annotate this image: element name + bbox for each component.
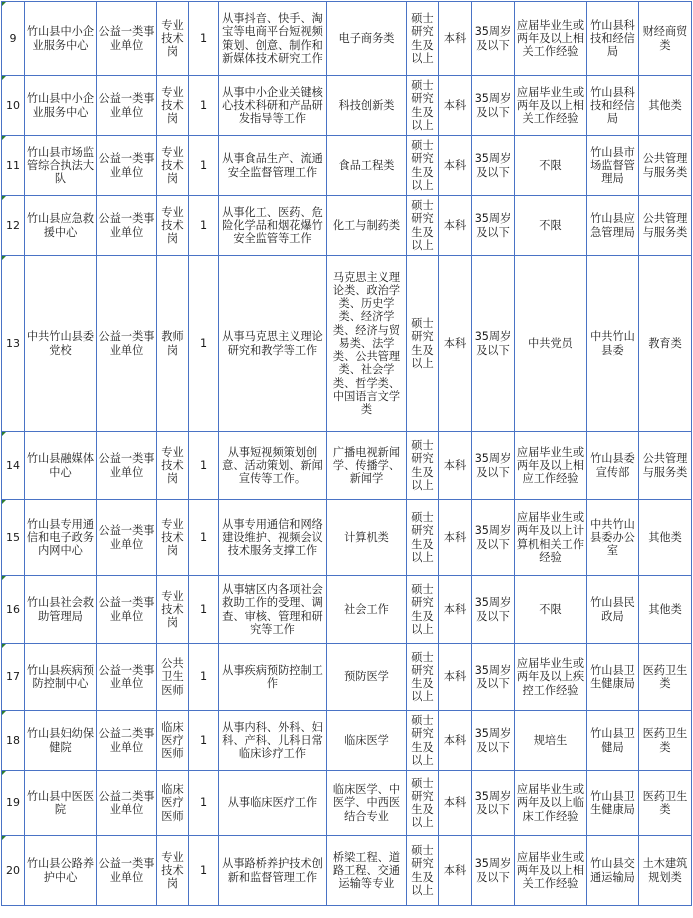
degree-requirement-cell: 本科 (439, 711, 472, 771)
education-requirement-cell: 硕士研究生及以上 (407, 2, 439, 76)
post-category-cell: 专业技术岗 (157, 576, 189, 644)
age-requirement-cell: 35周岁及以下 (472, 711, 515, 771)
other-requirement-cell: 不限 (515, 196, 587, 256)
other-requirement-cell: 应届毕业生或两年及以上相关工作经验 (515, 2, 587, 76)
post-category-cell: 专业技术岗 (157, 500, 189, 576)
age-requirement-cell: 35周岁及以下 (472, 500, 515, 576)
major-requirement-cell: 桥梁工程、道路工程、交通运输等专业 (327, 836, 407, 906)
major-requirement-cell: 化工与制药类 (327, 196, 407, 256)
job-duties-cell: 从事马克思主义理论研究和教学等工作 (219, 256, 327, 432)
exam-category-cell: 医药卫生类 (639, 771, 692, 836)
table-body (2, 2, 692, 906)
post-category-cell: 专业技术岗 (157, 136, 189, 196)
major-requirement-cell: 广播电视新闻学、传播学、新闻学 (327, 432, 407, 500)
row-number-cell: 18 (2, 711, 25, 771)
major-requirement-cell: 临床医学、中医学、中西医结合专业 (327, 771, 407, 836)
age-requirement-cell: 35周岁及以下 (472, 136, 515, 196)
age-requirement-cell: 35周岁及以下 (472, 256, 515, 432)
unit-type-cell: 公益一类事业单位 (97, 432, 157, 500)
job-duties-cell: 从事抖音、快手、淘宝等电商平台短视频策划、创意、制作和新媒体技术研究工作 (219, 2, 327, 76)
hire-count-cell: 1 (189, 196, 219, 256)
supervising-department-cell: 竹山县委宣传部 (587, 432, 639, 500)
recruiting-unit-cell: 竹山县市场监管综合执法大队 (25, 136, 97, 196)
unit-type-cell: 公益一类事业单位 (97, 836, 157, 906)
other-requirement-cell: 应届毕业生或两年及以上相关工作经验 (515, 836, 587, 906)
post-category-cell: 临床医疗医师 (157, 771, 189, 836)
table-row (2, 576, 692, 644)
row-number-cell: 15 (2, 500, 25, 576)
degree-requirement-cell: 本科 (439, 500, 472, 576)
table-row (2, 2, 692, 76)
degree-requirement-cell: 本科 (439, 136, 472, 196)
other-requirement-cell: 应届毕业生或两年及以上计算机相关工作经验 (515, 500, 587, 576)
exam-category-cell: 公共管理与服务类 (639, 196, 692, 256)
exam-category-cell: 公共管理与服务类 (639, 432, 692, 500)
hire-count-cell: 1 (189, 256, 219, 432)
table-row (2, 836, 692, 906)
post-category-cell: 临床医疗医师 (157, 711, 189, 771)
recruiting-unit-cell: 竹山县中小企业服务中心 (25, 76, 97, 136)
degree-requirement-cell: 本科 (439, 2, 472, 76)
table-row (2, 771, 692, 836)
education-requirement-cell: 硕士研究生及以上 (407, 576, 439, 644)
hire-count-cell: 1 (189, 2, 219, 76)
age-requirement-cell: 35周岁及以下 (472, 76, 515, 136)
post-category-cell: 公共卫生医师 (157, 644, 189, 711)
job-duties-cell: 从事路桥养护技术创新和监督管理工作 (219, 836, 327, 906)
row-number-cell: 14 (2, 432, 25, 500)
row-number-cell: 11 (2, 136, 25, 196)
hire-count-cell: 1 (189, 771, 219, 836)
age-requirement-cell: 35周岁及以下 (472, 576, 515, 644)
job-duties-cell: 从事食品生产、流通安全监督管理工作 (219, 136, 327, 196)
table-row (2, 196, 692, 256)
other-requirement-cell: 规培生 (515, 711, 587, 771)
supervising-department-cell: 竹山县科技和经信局 (587, 76, 639, 136)
hire-count-cell: 1 (189, 76, 219, 136)
table-row (2, 432, 692, 500)
table-row (2, 500, 692, 576)
unit-type-cell: 公益一类事业单位 (97, 256, 157, 432)
job-duties-cell: 从事中小企业关键核心技术科研和产品研发指导等工作 (219, 76, 327, 136)
hire-count-cell: 1 (189, 576, 219, 644)
education-requirement-cell: 硕士研究生及以上 (407, 644, 439, 711)
education-requirement-cell: 硕士研究生及以上 (407, 711, 439, 771)
recruiting-unit-cell: 竹山县应急救援中心 (25, 196, 97, 256)
unit-type-cell: 公益二类事业单位 (97, 771, 157, 836)
major-requirement-cell: 科技创新类 (327, 76, 407, 136)
recruiting-unit-cell: 竹山县中医医院 (25, 771, 97, 836)
job-duties-cell: 从事临床医疗工作 (219, 771, 327, 836)
recruiting-unit-cell: 中共竹山县委党校 (25, 256, 97, 432)
post-category-cell: 专业技术岗 (157, 196, 189, 256)
age-requirement-cell: 35周岁及以下 (472, 644, 515, 711)
post-category-cell: 专业技术岗 (157, 2, 189, 76)
table-row (2, 711, 692, 771)
post-category-cell: 教师岗 (157, 256, 189, 432)
post-category-cell: 专业技术岗 (157, 836, 189, 906)
other-requirement-cell: 应届毕业生或两年及以上临床工作经验 (515, 771, 587, 836)
row-number-cell: 10 (2, 76, 25, 136)
row-number-cell: 12 (2, 196, 25, 256)
degree-requirement-cell: 本科 (439, 836, 472, 906)
education-requirement-cell: 硕士研究生及以上 (407, 256, 439, 432)
major-requirement-cell: 食品工程类 (327, 136, 407, 196)
post-category-cell: 专业技术岗 (157, 76, 189, 136)
exam-category-cell: 其他类 (639, 500, 692, 576)
recruiting-unit-cell: 竹山县公路养护中心 (25, 836, 97, 906)
hire-count-cell: 1 (189, 644, 219, 711)
row-number-cell: 13 (2, 256, 25, 432)
recruiting-unit-cell: 竹山县融媒体中心 (25, 432, 97, 500)
education-requirement-cell: 硕士研究生及以上 (407, 771, 439, 836)
row-number-cell: 9 (2, 2, 25, 76)
degree-requirement-cell: 本科 (439, 76, 472, 136)
major-requirement-cell: 社会工作 (327, 576, 407, 644)
hire-count-cell: 1 (189, 836, 219, 906)
education-requirement-cell: 硕士研究生及以上 (407, 432, 439, 500)
degree-requirement-cell: 本科 (439, 432, 472, 500)
unit-type-cell: 公益一类事业单位 (97, 576, 157, 644)
degree-requirement-cell: 本科 (439, 771, 472, 836)
row-number-cell: 17 (2, 644, 25, 711)
other-requirement-cell: 应届毕业生或两年及以上相应工作经验 (515, 432, 587, 500)
supervising-department-cell: 竹山县卫健局 (587, 711, 639, 771)
major-requirement-cell: 马克思主义理论类、政治学类、历史学类、经济学类、经济与贸易类、法学类、公共管理类、社会学类、哲学类、中国语言文学类 (327, 256, 407, 432)
exam-category-cell: 土木建筑规划类 (639, 836, 692, 906)
unit-type-cell: 公益一类事业单位 (97, 196, 157, 256)
job-duties-cell: 从事辖区内各项社会救助工作的受理、调查、审核、管理和研究等工作 (219, 576, 327, 644)
recruiting-unit-cell: 竹山县妇幼保健院 (25, 711, 97, 771)
recruiting-unit-cell: 竹山县社会救助管理局 (25, 576, 97, 644)
table-row (2, 256, 692, 432)
supervising-department-cell: 竹山县卫生健康局 (587, 771, 639, 836)
recruiting-unit-cell: 竹山县疾病预防控制中心 (25, 644, 97, 711)
education-requirement-cell: 硕士研究生及以上 (407, 836, 439, 906)
recruitment-table (1, 1, 692, 906)
age-requirement-cell: 35周岁及以下 (472, 2, 515, 76)
other-requirement-cell: 不限 (515, 576, 587, 644)
supervising-department-cell: 中共竹山县委 (587, 256, 639, 432)
other-requirement-cell: 中共党员 (515, 256, 587, 432)
row-number-cell: 16 (2, 576, 25, 644)
job-duties-cell: 从事专用通信和网络建设维护、视频会议技术服务支撑工作 (219, 500, 327, 576)
unit-type-cell: 公益一类事业单位 (97, 76, 157, 136)
table-row (2, 644, 692, 711)
supervising-department-cell: 竹山县交通运输局 (587, 836, 639, 906)
exam-category-cell: 医药卫生类 (639, 711, 692, 771)
table-row (2, 76, 692, 136)
degree-requirement-cell: 本科 (439, 644, 472, 711)
age-requirement-cell: 35周岁及以下 (472, 196, 515, 256)
exam-category-cell: 其他类 (639, 76, 692, 136)
exam-category-cell: 财经商贸类 (639, 2, 692, 76)
supervising-department-cell: 竹山县卫生健康局 (587, 644, 639, 711)
hire-count-cell: 1 (189, 136, 219, 196)
major-requirement-cell: 电子商务类 (327, 2, 407, 76)
unit-type-cell: 公益一类事业单位 (97, 644, 157, 711)
exam-category-cell: 其他类 (639, 576, 692, 644)
exam-category-cell: 公共管理与服务类 (639, 136, 692, 196)
major-requirement-cell: 预防医学 (327, 644, 407, 711)
education-requirement-cell: 硕士研究生及以上 (407, 76, 439, 136)
age-requirement-cell: 35周岁及以下 (472, 836, 515, 906)
table-row (2, 136, 692, 196)
degree-requirement-cell: 本科 (439, 256, 472, 432)
job-duties-cell: 从事化工、医药、危险化学品和烟花爆竹安全监管等工作 (219, 196, 327, 256)
unit-type-cell: 公益一类事业单位 (97, 136, 157, 196)
degree-requirement-cell: 本科 (439, 576, 472, 644)
hire-count-cell: 1 (189, 500, 219, 576)
unit-type-cell: 公益一类事业单位 (97, 500, 157, 576)
row-number-cell: 19 (2, 771, 25, 836)
age-requirement-cell: 35周岁及以下 (472, 432, 515, 500)
hire-count-cell: 1 (189, 711, 219, 771)
supervising-department-cell: 竹山县市场监督管理局 (587, 136, 639, 196)
age-requirement-cell: 35周岁及以下 (472, 771, 515, 836)
education-requirement-cell: 硕士研究生及以上 (407, 500, 439, 576)
major-requirement-cell: 临床医学 (327, 711, 407, 771)
row-number-cell: 20 (2, 836, 25, 906)
job-duties-cell: 从事疾病预防控制工作 (219, 644, 327, 711)
other-requirement-cell: 不限 (515, 136, 587, 196)
supervising-department-cell: 竹山县应急管理局 (587, 196, 639, 256)
post-category-cell: 专业技术岗 (157, 432, 189, 500)
exam-category-cell: 医药卫生类 (639, 644, 692, 711)
degree-requirement-cell: 本科 (439, 196, 472, 256)
major-requirement-cell: 计算机类 (327, 500, 407, 576)
job-duties-cell: 从事内科、外科、妇科、产科、儿科日常临床诊疗工作 (219, 711, 327, 771)
recruiting-unit-cell: 竹山县中小企业服务中心 (25, 2, 97, 76)
unit-type-cell: 公益二类事业单位 (97, 711, 157, 771)
exam-category-cell: 教育类 (639, 256, 692, 432)
education-requirement-cell: 硕士研究生及以上 (407, 196, 439, 256)
supervising-department-cell: 竹山县科技和经信局 (587, 2, 639, 76)
recruiting-unit-cell: 竹山县专用通信和电子政务内网中心 (25, 500, 97, 576)
education-requirement-cell: 硕士研究生及以上 (407, 136, 439, 196)
other-requirement-cell: 应届毕业生或两年及以上疾控工作经验 (515, 644, 587, 711)
unit-type-cell: 公益一类事业单位 (97, 2, 157, 76)
supervising-department-cell: 竹山县民政局 (587, 576, 639, 644)
hire-count-cell: 1 (189, 432, 219, 500)
job-duties-cell: 从事短视频策划创意、活动策划、新闻宣传等工作。 (219, 432, 327, 500)
supervising-department-cell: 中共竹山县委办公室 (587, 500, 639, 576)
other-requirement-cell: 应届毕业生或两年及以上相关工作经验 (515, 76, 587, 136)
